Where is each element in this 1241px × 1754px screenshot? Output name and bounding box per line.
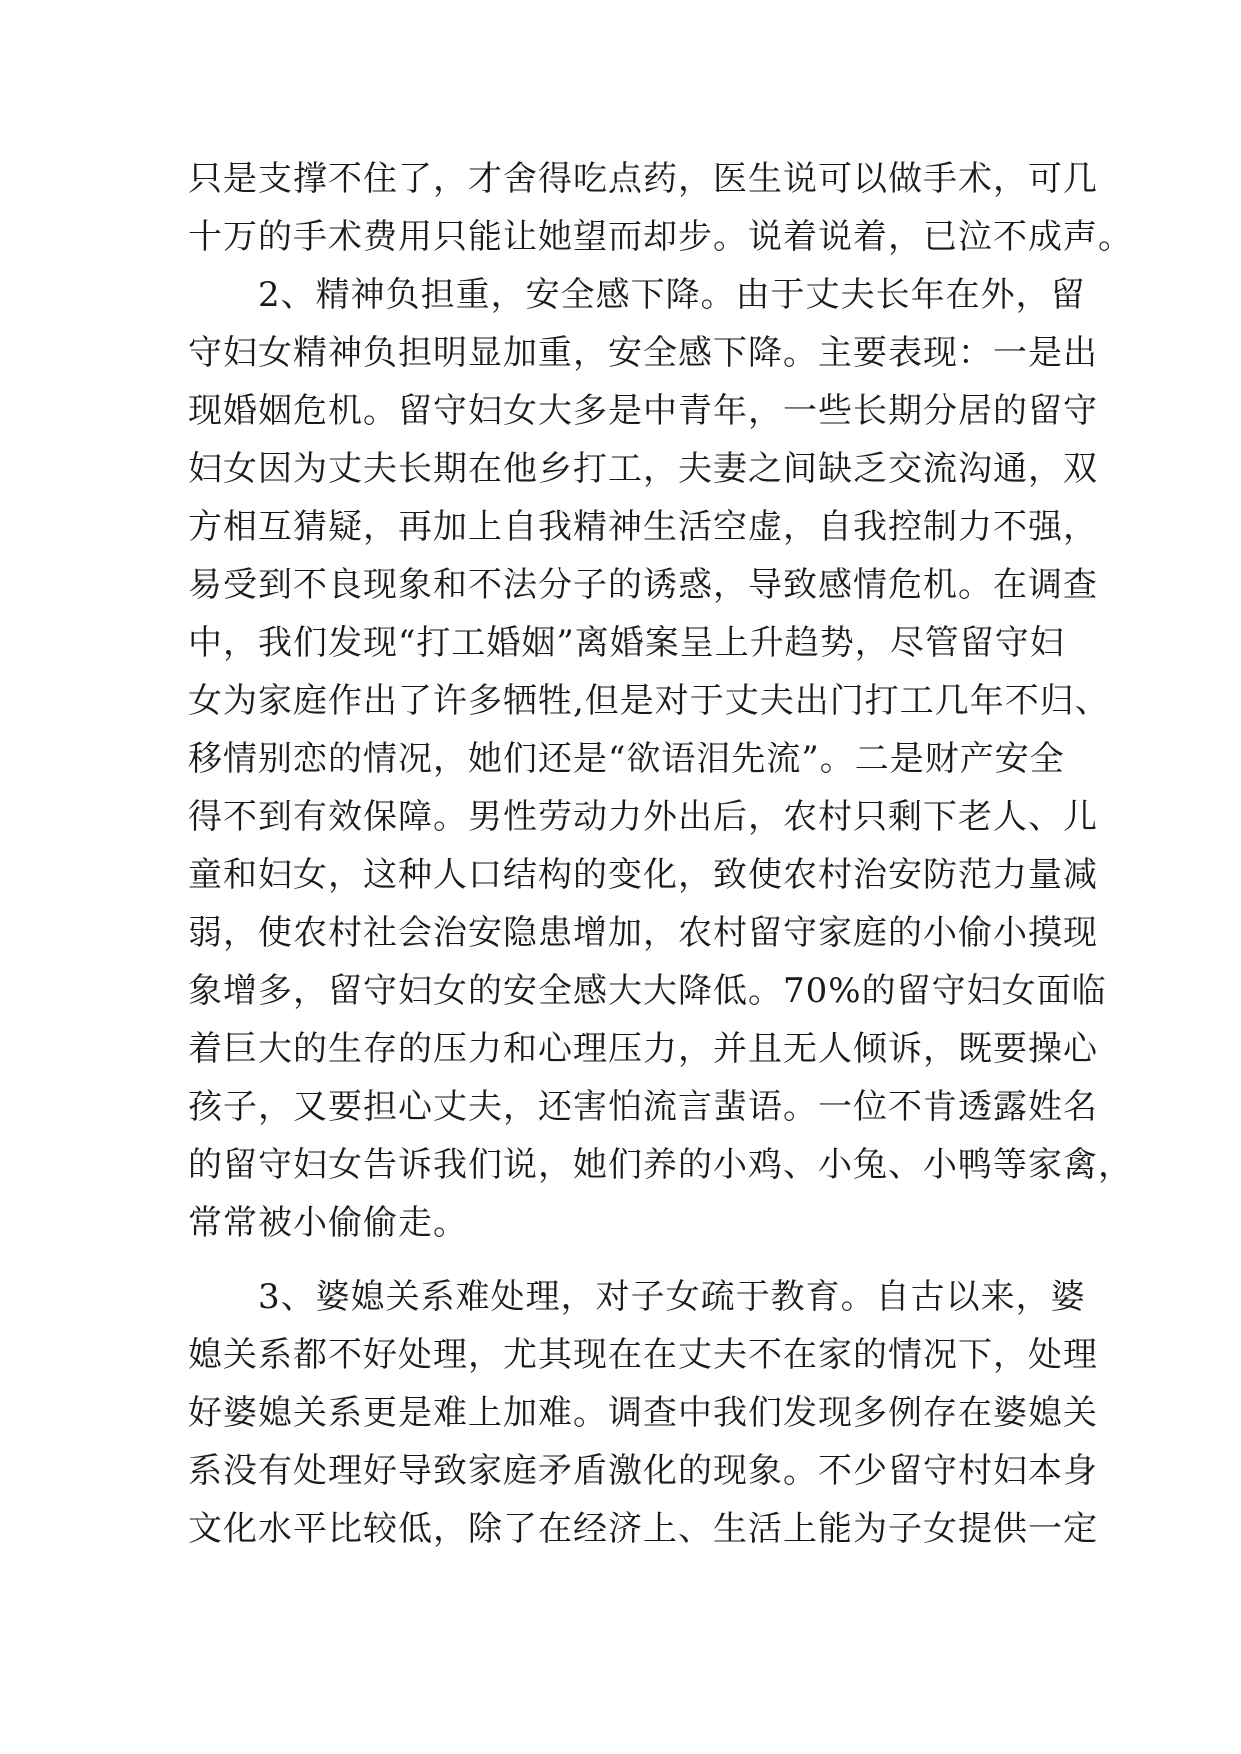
text-line: 童和妇女，这种人口结构的变化，致使农村治安防范力量减 [188, 855, 1098, 895]
text-line: 的留守妇女告诉我们说，她们养的小鸡、小兔、小鸭等家禽， [188, 1145, 1133, 1185]
text-line: 女为家庭作出了许多牺牲,但是对于丈夫出门打工几年不归、 [188, 681, 1110, 721]
text-line: 2、精神负担重，安全感下降。由于丈夫长年在外，留 [258, 275, 1086, 315]
text-line: 媳关系都不好处理，尤其现在在丈夫不在家的情况下，处理 [188, 1335, 1098, 1375]
paragraph-section-2 [188, 266, 1133, 1252]
text-line: 3、婆媳关系难处理，对子女疏于教育。自古以来，婆 [258, 1277, 1086, 1317]
text-line: 孩子，又要担心丈夫，还害怕流言蜚语。一位不肯透露姓名 [188, 1087, 1098, 1127]
text-line: 好婆媳关系更是难上加难。调查中我们发现多例存在婆媳关 [188, 1393, 1098, 1433]
text-line: 着巨大的生存的压力和心理压力，并且无人倾诉，既要操心 [188, 1029, 1098, 1069]
text-line: 妇女因为丈夫长期在他乡打工，夫妻之间缺乏交流沟通，双 [188, 449, 1098, 489]
text-line: 只是支撑不住了，才舍得吃点药，医生说可以做手术，可几 [188, 159, 1098, 199]
text-line: 常常被小偷偷走。 [188, 1203, 468, 1243]
text-line: 守妇女精神负担明显加重，安全感下降。主要表现：一是出 [188, 333, 1098, 373]
text-line: 方相互猜疑，再加上自我精神生活空虚，自我控制力不强， [188, 507, 1098, 547]
text-line: 象增多，留守妇女的安全感大大降低。70%的留守妇女面临 [188, 971, 1107, 1011]
text-line: 现婚姻危机。留守妇女大多是中青年，一些长期分居的留守 [188, 391, 1098, 431]
text-line: 中，我们发现“打工婚姻”离婚案呈上升趋势，尽管留守妇 [188, 623, 1065, 663]
paragraph-continuation [188, 150, 1133, 266]
text-line: 弱，使农村社会治安隐患增加，农村留守家庭的小偷小摸现 [188, 913, 1098, 953]
text-line: 移情别恋的情况，她们还是“欲语泪先流”。二是财产安全 [188, 739, 1065, 779]
text-line: 系没有处理好导致家庭矛盾激化的现象。不少留守村妇本身 [188, 1451, 1098, 1491]
text-line: 十万的手术费用只能让她望而却步。说着说着，已泣不成声。 [188, 217, 1133, 257]
paragraph-section-3 [188, 1268, 1098, 1558]
text-line: 文化水平比较低，除了在经济上、生活上能为子女提供一定 [188, 1509, 1098, 1549]
text-line: 得不到有效保障。男性劳动力外出后，农村只剩下老人、儿 [188, 797, 1098, 837]
text-line: 易受到不良现象和不法分子的诱惑，导致感情危机。在调查 [188, 565, 1098, 605]
